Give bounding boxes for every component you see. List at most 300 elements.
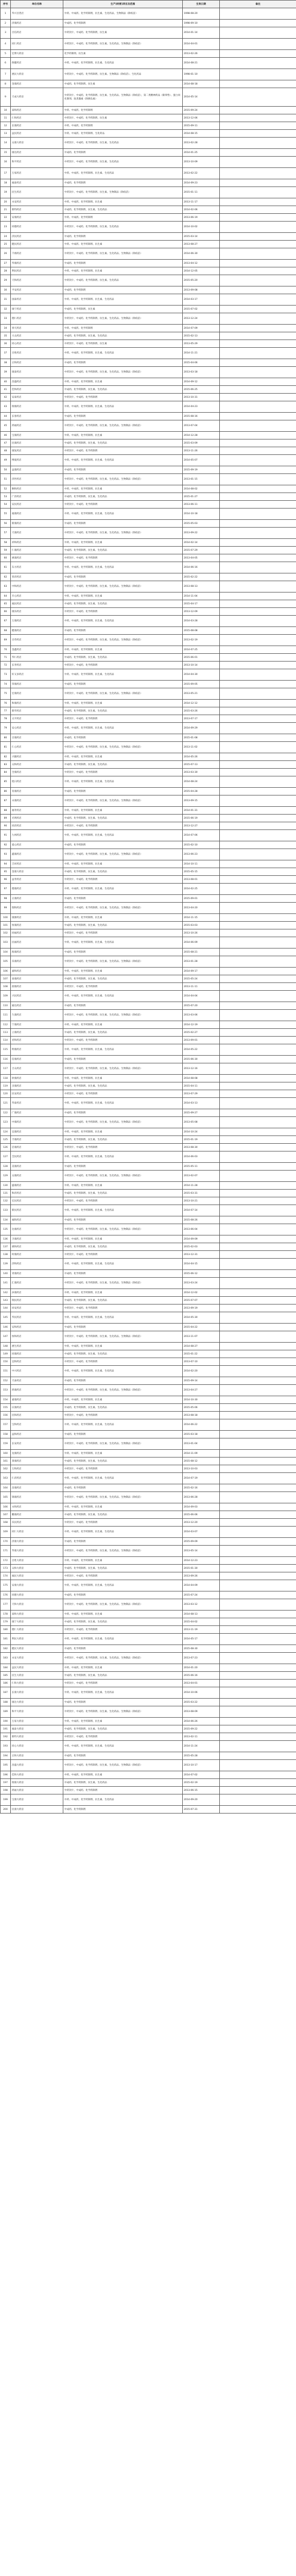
table-row xyxy=(1,20,296,27)
cell-scope: 中药饮片、中成药、化学药制剂、抗生素、生化药品、生物制品（除疫苗） xyxy=(63,1438,183,1450)
cell-scope: 中成药、化学药制剂、抗生素、生化药品 xyxy=(63,332,183,340)
cell-name: 康宁大药房 xyxy=(11,1618,63,1626)
cell-date: 2014-08-18 xyxy=(183,80,220,88)
cell-date: 2013-04-27 xyxy=(183,1385,220,1396)
cell-scope: 中成药、化学药制剂 xyxy=(63,1752,183,1760)
cell-scope: 中药、中成药、化学药制剂、抗生素、生化药品 xyxy=(63,1687,183,1699)
table-row xyxy=(1,138,296,149)
cell-date: 2013-04-05 xyxy=(183,554,220,562)
cell-note xyxy=(220,983,296,991)
cell-scope: 中药饮片、中成药、化学药制剂 xyxy=(63,876,183,884)
cell-no: 154 xyxy=(1,1396,11,1404)
cell-name: 新民药店 xyxy=(11,1205,63,1216)
cell-note xyxy=(220,1197,296,1205)
cell-scope: 中药饮片、中成药、化学药制剂 xyxy=(63,983,183,991)
cell-date: 2013-12-31 xyxy=(183,1251,220,1259)
cell-date: 2015-03-31 xyxy=(183,1190,220,1197)
cell-note xyxy=(220,1618,296,1626)
cell-name: 众康药店 xyxy=(11,1171,63,1182)
cell-name: 宏康药店 xyxy=(11,688,63,700)
cell-no: 71 xyxy=(1,654,11,662)
cell-no: 80 xyxy=(1,734,11,742)
cell-scope: 中成药、化学药制剂、抗生素、生化药品 xyxy=(63,1190,183,1197)
cell-note xyxy=(220,1611,296,1618)
table-row xyxy=(1,107,296,114)
cell-note xyxy=(220,88,296,107)
cell-no: 131 xyxy=(1,1190,11,1197)
cell-note xyxy=(220,1243,296,1251)
cell-scope: 中药、中成药、化学药制剂、抗生素、生化药品 xyxy=(63,776,183,788)
cell-no: 41 xyxy=(1,386,11,394)
cell-name: 同康药店 xyxy=(11,1350,63,1358)
table-row xyxy=(1,157,296,168)
cell-name: 通达药店 xyxy=(11,1002,63,1010)
cell-note xyxy=(220,795,296,807)
cell-date: 1998-09-10 xyxy=(183,20,220,27)
cell-date: 2013-04-01 xyxy=(183,1680,220,1687)
cell-scope: 中成药、化学药制剂、抗生素、生化药品 xyxy=(63,1029,183,1037)
cell-date: 2013-08-13 xyxy=(183,581,220,592)
cell-date: 2014-06-16 xyxy=(183,562,220,573)
table-row xyxy=(1,1163,296,1171)
cell-name: 佳和大药房 xyxy=(11,1771,63,1779)
cell-no: 164 xyxy=(1,1484,11,1492)
cell-scope: 中药饮片、中成药、化学药制剂 xyxy=(63,715,183,723)
cell-note xyxy=(220,1645,296,1653)
cell-note xyxy=(220,1664,296,1672)
cell-scope: 化学药制剂、抗生素 xyxy=(63,50,183,58)
cell-note xyxy=(220,600,296,608)
cell-name: 益康药店 xyxy=(11,466,63,474)
cell-scope: 中成药、化学药制剂 xyxy=(63,1431,183,1438)
cell-name: 泰和药店 xyxy=(11,107,63,114)
cell-name: 天成大药房 xyxy=(11,88,63,107)
cell-name: 明康药店 xyxy=(11,1044,63,1056)
header-scope: 生产(经营)项目及范围 xyxy=(63,1,183,8)
cell-scope: 中药、中成药、化学药制剂、抗生素 xyxy=(63,1771,183,1779)
cell-date: 2014-12-19 xyxy=(183,1021,220,1029)
cell-no: 21 xyxy=(1,206,11,214)
table-row xyxy=(1,608,296,616)
cell-date: 2015-08-16 xyxy=(183,413,220,420)
table-row xyxy=(1,1546,296,1557)
cell-name: 东方药店 xyxy=(11,562,63,573)
cell-no: 66 xyxy=(1,608,11,616)
cell-no: 98 xyxy=(1,895,11,903)
cell-date: 2013-06-15 xyxy=(183,1787,220,1794)
cell-note xyxy=(220,884,296,895)
table-row xyxy=(1,1350,296,1358)
cell-no: 85 xyxy=(1,776,11,788)
table-row xyxy=(1,1396,296,1404)
cell-date: 2014-02-14 xyxy=(183,539,220,547)
table-row xyxy=(1,1324,296,1331)
cell-name: 华康大药房 xyxy=(11,1546,63,1557)
cell-name: 大众药店 xyxy=(11,332,63,340)
cell-note xyxy=(220,114,296,122)
cell-scope: 中成药、化学药制剂 xyxy=(63,1591,183,1599)
cell-note xyxy=(220,681,296,688)
cell-date: 2014-04-01 xyxy=(183,39,220,50)
cell-name: 仁和药店 xyxy=(11,114,63,122)
cell-date: 2014-04-30 xyxy=(183,669,220,681)
cell-no: 184 xyxy=(1,1664,11,1672)
table-row xyxy=(1,1699,296,1706)
cell-note xyxy=(220,975,296,983)
cell-no: 55 xyxy=(1,509,11,520)
cell-no: 186 xyxy=(1,1680,11,1687)
cell-scope: 中药饮片、中成药、化学药制剂、抗生素 xyxy=(63,340,183,348)
cell-name: 鑫康药店 xyxy=(11,849,63,860)
cell-note xyxy=(220,520,296,528)
cell-no: 157 xyxy=(1,1419,11,1431)
cell-date: 2015-04-28 xyxy=(183,788,220,795)
cell-date: 2013-07-04 xyxy=(183,420,220,432)
cell-date: 2013-02-11 xyxy=(183,1733,220,1741)
table-row xyxy=(1,1618,296,1626)
cell-scope: 中成药、化学药制剂、抗生素、生化药品 xyxy=(63,439,183,447)
cell-date: 2013-06-19 xyxy=(183,214,220,222)
table-row xyxy=(1,260,296,267)
cell-date: 2013-08-01 xyxy=(183,876,220,884)
cell-name: 永康药店 xyxy=(11,795,63,807)
table-row xyxy=(1,662,296,669)
cell-note xyxy=(220,635,296,646)
cell-date: 2013-10-26 xyxy=(183,929,220,937)
cell-date: 2014-02-20 xyxy=(183,1366,220,1377)
cell-no: 116 xyxy=(1,1056,11,1063)
cell-note xyxy=(220,1205,296,1216)
cell-date: 2013-02-26 xyxy=(183,50,220,58)
table-row xyxy=(1,8,296,20)
cell-note xyxy=(220,149,296,157)
cell-note xyxy=(220,80,296,88)
table-row xyxy=(1,1259,296,1270)
table-row xyxy=(1,1725,296,1733)
cell-note xyxy=(220,1538,296,1546)
cell-date: 2015-08-08 xyxy=(183,627,220,635)
table-row xyxy=(1,1672,296,1680)
cell-no: 87 xyxy=(1,795,11,807)
cell-no: 37 xyxy=(1,348,11,359)
cell-no: 125 xyxy=(1,1136,11,1144)
cell-scope: 中成药、化学药制剂 xyxy=(63,1645,183,1653)
cell-name: 佳和药店 xyxy=(11,386,63,394)
table-row xyxy=(1,294,296,306)
cell-date: 2013-08-27 xyxy=(183,241,220,248)
table-row xyxy=(1,734,296,742)
cell-scope: 中药、中成药、化学药制剂、抗生素、生化药品 xyxy=(63,509,183,520)
cell-date: 2015-02-22 xyxy=(183,573,220,581)
table-row xyxy=(1,206,296,214)
cell-date: 2013-09-26 xyxy=(183,1572,220,1580)
table-row xyxy=(1,1190,296,1197)
cell-note xyxy=(220,1056,296,1063)
table-row xyxy=(1,600,296,608)
cell-no: 103 xyxy=(1,937,11,948)
cell-note xyxy=(220,439,296,447)
cell-note xyxy=(220,669,296,681)
table-row xyxy=(1,807,296,815)
cell-name: 育康药店 xyxy=(11,788,63,795)
table-row xyxy=(1,1687,296,1699)
table-row xyxy=(1,1235,296,1243)
cell-note xyxy=(220,1163,296,1171)
cell-note xyxy=(220,1699,296,1706)
cell-scope: 中成药、化学药制剂 xyxy=(63,627,183,635)
table-row xyxy=(1,688,296,700)
cell-note xyxy=(220,1572,296,1580)
cell-name: 德仁药店 xyxy=(11,313,63,325)
cell-note xyxy=(220,841,296,849)
cell-scope: 中药、中成药、化学药制剂、抗生素 xyxy=(63,914,183,922)
cell-scope: 中药饮片、中成药、化学药制剂 xyxy=(63,1197,183,1205)
cell-no: 62 xyxy=(1,573,11,581)
cell-scope: 中药、中成药、化学药制剂、抗生素 xyxy=(63,1503,183,1511)
cell-name: 华民药店 xyxy=(11,1312,63,1324)
cell-name: 天和药店 xyxy=(11,275,63,286)
cell-note xyxy=(220,267,296,275)
cell-note xyxy=(220,849,296,860)
cell-no: 156 xyxy=(1,1412,11,1419)
cell-scope: 中药饮片、中成药、化学药制剂、抗生素、生化药品、生物制品（除疫苗） xyxy=(63,688,183,700)
cell-date: 2015-06-06 xyxy=(183,1511,220,1519)
cell-no: 128 xyxy=(1,1163,11,1171)
cell-date: 2015-01-08 xyxy=(183,734,220,742)
cell-name: 百姓药店 xyxy=(11,348,63,359)
cell-name: 惠康药店 xyxy=(11,554,63,562)
cell-name: 正和大药房 xyxy=(11,1752,63,1760)
cell-no: 142 xyxy=(1,1289,11,1297)
cell-scope: 中药、中成药、化学药制剂、抗生素 xyxy=(63,807,183,815)
cell-no: 170 xyxy=(1,1538,11,1546)
cell-note xyxy=(220,968,296,975)
table-row xyxy=(1,922,296,929)
cell-no: 197 xyxy=(1,1779,11,1787)
table-row xyxy=(1,592,296,600)
cell-name: 盛康药店 xyxy=(11,1182,63,1190)
cell-note xyxy=(220,1235,296,1243)
cell-date: 2014-12-28 xyxy=(183,432,220,439)
table-row xyxy=(1,122,296,130)
cell-scope: 中成药、化学药制剂、抗生素、生化药品 xyxy=(63,206,183,214)
cell-scope: 中成药、化学药制剂、抗生素、生化药品 xyxy=(63,1511,183,1519)
cell-note xyxy=(220,1438,296,1450)
cell-no: 7 xyxy=(1,69,11,80)
table-row xyxy=(1,815,296,822)
cell-date: 2015-06-16 xyxy=(183,1672,220,1680)
cell-name: 德仁大药房 xyxy=(11,1626,63,1634)
cell-date: 2013-11-02 xyxy=(183,742,220,753)
table-row xyxy=(1,1021,296,1029)
table-row xyxy=(1,1412,296,1419)
cell-name: 庆康药店 xyxy=(11,1404,63,1412)
cell-note xyxy=(220,1109,296,1117)
table-row xyxy=(1,367,296,378)
cell-note xyxy=(220,1565,296,1572)
cell-note xyxy=(220,547,296,554)
table-row xyxy=(1,198,296,206)
cell-note xyxy=(220,1082,296,1090)
cell-scope: 中药、中成药、化学药制剂、抗生素、生化药品 xyxy=(63,1259,183,1270)
cell-note xyxy=(220,306,296,313)
cell-scope: 中药饮片、中成药、化学药制剂、抗生素、生化药品，生物制品（除疫苗） xyxy=(63,39,183,50)
cell-date: 2015-05-28 xyxy=(183,1752,220,1760)
table-row xyxy=(1,1741,296,1752)
table-row xyxy=(1,313,296,325)
table-row xyxy=(1,88,296,107)
cell-scope: 中成药、化学药制剂 xyxy=(63,1056,183,1063)
cell-scope: 中药饮片、中成药、化学药制剂 xyxy=(63,1626,183,1634)
table-row xyxy=(1,1224,296,1235)
cell-name: 安康药店 xyxy=(11,214,63,222)
cell-no: 151 xyxy=(1,1366,11,1377)
cell-name: 君和药店 xyxy=(11,1037,63,1044)
cell-note xyxy=(220,1484,296,1492)
table-row xyxy=(1,795,296,807)
table-row xyxy=(1,248,296,260)
table-row xyxy=(1,378,296,386)
table-row xyxy=(1,1645,296,1653)
cell-note xyxy=(220,1599,296,1611)
cell-name: 兴隆药店 xyxy=(11,753,63,761)
cell-note xyxy=(220,1546,296,1557)
cell-name: 万和药店 xyxy=(11,1465,63,1473)
table-row xyxy=(1,1377,296,1385)
cell-no: 2 xyxy=(1,20,11,27)
cell-name: 博爱药店 xyxy=(11,455,63,466)
cell-note xyxy=(220,157,296,168)
cell-date: 2013-07-23 xyxy=(183,1653,220,1664)
cell-date: 2014-02-06 xyxy=(183,206,220,214)
cell-name: 康乐药店 xyxy=(11,608,63,616)
cell-date: 2015-06-25 xyxy=(183,386,220,394)
cell-note xyxy=(220,1366,296,1377)
cell-no: 44 xyxy=(1,413,11,420)
cell-name: 久康药店 xyxy=(11,1010,63,1021)
cell-date: 2015-04-02 xyxy=(183,1618,220,1626)
cell-date: 2014-11-21 xyxy=(183,348,220,359)
cell-name: 众康大药房 xyxy=(11,138,63,149)
cell-scope: 中成药、化学药制剂 xyxy=(63,1324,183,1331)
cell-name: 康源药店 xyxy=(11,914,63,922)
cell-no: 13 xyxy=(1,130,11,138)
cell-name: 达康药店 xyxy=(11,1224,63,1235)
table-row xyxy=(1,1431,296,1438)
cell-date: 2015-02-03 xyxy=(183,1243,220,1251)
cell-date: 2014-04-23 xyxy=(183,401,220,413)
cell-note xyxy=(220,1580,296,1591)
cell-note xyxy=(220,707,296,715)
cell-no: 9 xyxy=(1,88,11,107)
cell-note xyxy=(220,753,296,761)
table-row xyxy=(1,968,296,975)
cell-name: 福泰大药房 xyxy=(11,1725,63,1733)
cell-date: 2014-03-28 xyxy=(183,616,220,627)
cell-note xyxy=(220,420,296,432)
cell-date: 2013-02-28 xyxy=(183,138,220,149)
cell-scope: 中药、中成药、化学药制剂、抗生素、生化药品 xyxy=(63,1741,183,1752)
cell-scope: 中药饮片、中成药、化学药制剂、抗生素、生化药品、生物制品（除疫苗） xyxy=(63,1010,183,1021)
cell-scope: 中药、中成药、化学药制剂 xyxy=(63,122,183,130)
cell-name: 福泰药店 xyxy=(11,179,63,187)
table-row xyxy=(1,306,296,313)
cell-date: 2013-08-30 xyxy=(183,1144,220,1151)
cell-no: 114 xyxy=(1,1037,11,1044)
cell-date: 2015-05-06 xyxy=(183,1404,220,1412)
cell-date: 2013-01-04 xyxy=(183,1438,220,1450)
cell-no: 187 xyxy=(1,1687,11,1699)
table-body xyxy=(1,8,296,1814)
table-row xyxy=(1,69,296,80)
cell-note xyxy=(220,198,296,206)
cell-no: 93 xyxy=(1,849,11,860)
cell-note xyxy=(220,1519,296,1527)
cell-no: 145 xyxy=(1,1312,11,1324)
cell-note xyxy=(220,573,296,581)
cell-note xyxy=(220,1779,296,1787)
cell-date: 2014-01-14 xyxy=(183,27,220,39)
cell-no: 5 xyxy=(1,50,11,58)
table-row xyxy=(1,27,296,39)
cell-note xyxy=(220,359,296,367)
cell-no: 60 xyxy=(1,554,11,562)
cell-note xyxy=(220,1002,296,1010)
table-row xyxy=(1,340,296,348)
cell-no: 148 xyxy=(1,1343,11,1350)
cell-date: 2014-09-12 xyxy=(183,378,220,386)
cell-date: 2013-07-17 xyxy=(183,715,220,723)
cell-name: 安泰药店 xyxy=(11,394,63,401)
cell-no: 141 xyxy=(1,1278,11,1289)
cell-no: 52 xyxy=(1,485,11,493)
cell-note xyxy=(220,501,296,509)
cell-scope: 中药、中成药、化学药制剂、抗生素 xyxy=(63,1718,183,1725)
cell-note xyxy=(220,581,296,592)
cell-note xyxy=(220,1733,296,1741)
cell-note xyxy=(220,493,296,501)
cell-scope: 中药饮片、中成药、化学药制剂 xyxy=(63,554,183,562)
cell-no: 68 xyxy=(1,627,11,635)
cell-note xyxy=(220,761,296,769)
cell-date: 1998-08-20 xyxy=(183,8,220,20)
cell-scope: 中成药、化学药制剂 xyxy=(63,359,183,367)
cell-name: 瑞民药店 xyxy=(11,1297,63,1304)
cell-note xyxy=(220,432,296,439)
cell-no: 152 xyxy=(1,1377,11,1385)
cell-no: 137 xyxy=(1,1243,11,1251)
cell-no: 39 xyxy=(1,367,11,378)
cell-scope: 中药、中成药、化学药制剂、抗生素、生化药品 xyxy=(63,1794,183,1806)
cell-scope: 中药、中成药、化学药制剂、抗生素、生化药品 xyxy=(63,884,183,895)
cell-no: 101 xyxy=(1,922,11,929)
cell-scope: 中药饮片、中成药、化学药制剂 xyxy=(63,501,183,509)
cell-scope: 中成药、化学药制剂、抗生素、生化药品 xyxy=(63,1779,183,1787)
cell-scope: 中药饮片、中成药、化学药制剂 xyxy=(63,1733,183,1741)
cell-date: 2015-01-27 xyxy=(183,493,220,501)
cell-scope: 中药、中成药、化学药制剂、抗生素、生化药品 xyxy=(63,991,183,1002)
cell-note xyxy=(220,1794,296,1806)
cell-no: 49 xyxy=(1,455,11,466)
cell-no: 118 xyxy=(1,1075,11,1082)
cell-scope: 中药饮片、中成药、化学药制剂、抗生素、生化药品、生物制品（除疫苗） xyxy=(63,742,183,753)
table-row xyxy=(1,991,296,1002)
cell-name: 新康药店 xyxy=(11,520,63,528)
table-row xyxy=(1,715,296,723)
cell-note xyxy=(220,8,296,20)
table-row xyxy=(1,956,296,968)
cell-date: 2015-09-22 xyxy=(183,1725,220,1733)
